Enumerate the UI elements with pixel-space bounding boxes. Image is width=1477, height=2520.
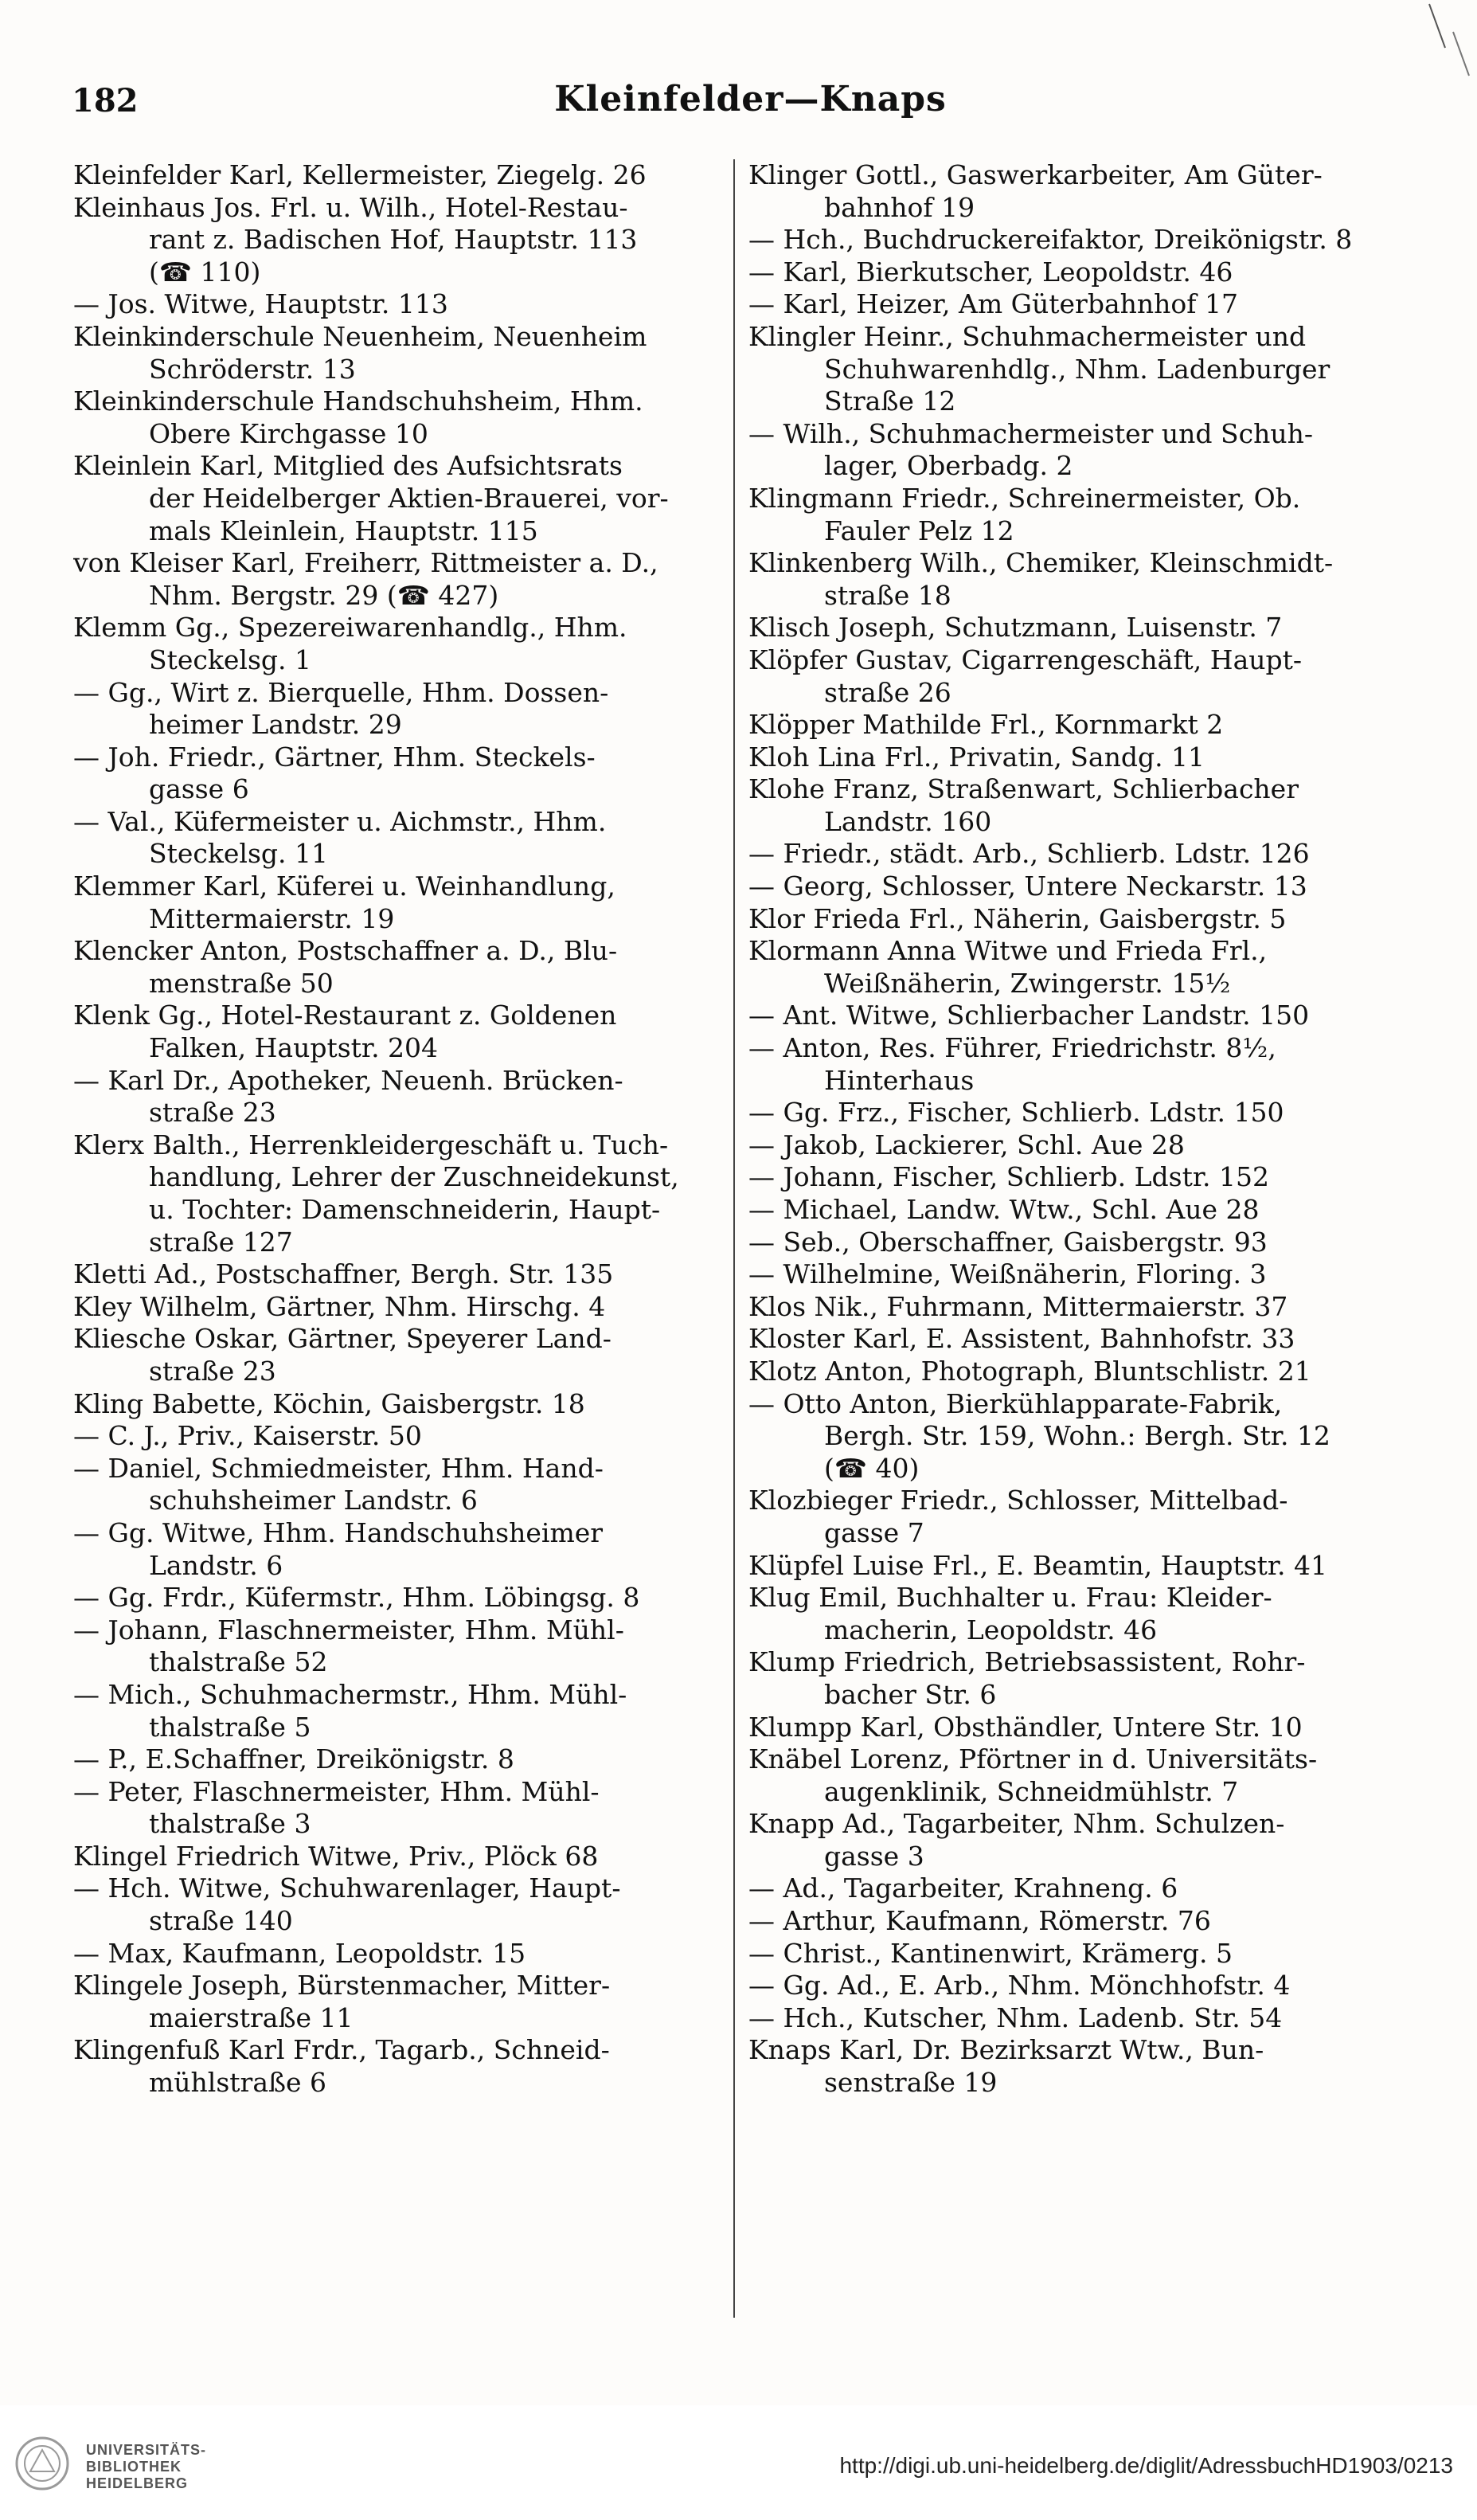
- directory-entry-line: — Hch. Witwe, Schuhwarenlager, Haupt-: [73, 1872, 621, 1904]
- directory-entry-line: augenklinik, Schneidmühlstr. 7: [824, 1775, 1239, 1807]
- directory-entry-line: — Joh. Friedr., Gärtner, Hhm. Steckels-: [73, 741, 596, 773]
- right-column: [748, 159, 1417, 2099]
- directory-entry-line: Klos Nik., Fuhrmann, Mittermaierstr. 37: [748, 1290, 1288, 1322]
- directory-entry-line: Klingel Friedrich Witwe, Priv., Plöck 68: [73, 1840, 599, 1872]
- directory-entry-line: mühlstraße 6: [149, 2067, 327, 2099]
- directory-entry-line: heimer Landstr. 29: [149, 709, 402, 741]
- directory-entry-line: Falken, Hauptstr. 204: [149, 1032, 439, 1064]
- page-header: [72, 76, 1429, 131]
- directory-entry-line: (☎ 40): [824, 1452, 920, 1484]
- directory-entry-line: Klingler Heinr., Schuhmachermeister und: [748, 320, 1307, 352]
- directory-entry-line: Kley Wilhelm, Gärtner, Nhm. Hirschg. 4: [73, 1290, 606, 1322]
- directory-entry-line: Klug Emil, Buchhalter u. Frau: Kleider-: [748, 1582, 1272, 1614]
- directory-entry-line: Klemm Gg., Spezereiwarenhandlg., Hhm.: [73, 612, 627, 644]
- directory-entry-line: menstraße 50: [149, 967, 334, 999]
- university-library-seal-icon: [14, 2436, 70, 2491]
- directory-entry-line: Straße 12: [824, 385, 956, 417]
- directory-entry-line: gasse 3: [824, 1840, 924, 1872]
- directory-entry-line: straße 140: [149, 1905, 293, 1937]
- directory-entry-line: der Heidelberger Aktien-Brauerei, vor-: [149, 482, 669, 514]
- directory-entry-line: straße 127: [149, 1226, 293, 1258]
- directory-entry-line: Klerx Balth., Herrenkleidergeschäft u. Tuch-: [73, 1129, 669, 1160]
- directory-entry-line: Weißnäherin, Zwingerstr. 15½: [824, 967, 1231, 999]
- directory-entry-line: (☎ 110): [149, 256, 261, 288]
- directory-entry-line: — Gg. Witwe, Hhm. Handschuhsheimer: [73, 1516, 604, 1548]
- directory-entry-line: — Hch., Kutscher, Nhm. Ladenb. Str. 54: [748, 2002, 1283, 2033]
- directory-entry-line: bahnhof 19: [824, 191, 975, 223]
- directory-entry-line: Kleinfelder Karl, Kellermeister, Ziegelg. 26: [73, 159, 647, 190]
- directory-entry-line: von Kleiser Karl, Freiherr, Rittmeister a. D.,: [73, 547, 658, 579]
- directory-entry-line: Klor Frieda Frl., Näherin, Gaisbergstr. 5: [748, 902, 1287, 934]
- directory-entry-line: gasse 6: [149, 773, 249, 805]
- directory-entry-line: Klormann Anna Witwe und Frieda Frl.,: [748, 935, 1268, 967]
- directory-entry-line: — Val., Küfermeister u. Aichmstr., Hhm.: [73, 805, 607, 837]
- directory-entry-line: Knaps Karl, Dr. Bezirksarzt Wtw., Bun-: [748, 2034, 1264, 2066]
- running-head: Kleinfelder—Knaps: [554, 79, 947, 119]
- directory-entry-line: — Peter, Flaschnermeister, Hhm. Mühl-: [73, 1775, 600, 1807]
- directory-entry-line: Klohe Franz, Straßenwart, Schlierbacher: [748, 773, 1299, 805]
- directory-entry-line: — Karl, Heizer, Am Güterbahnhof 17: [748, 288, 1238, 320]
- directory-entry-line: Obere Kirchgasse 10: [149, 417, 428, 449]
- directory-entry-line: — Arthur, Kaufmann, Römerstr. 76: [748, 1905, 1211, 1937]
- directory-entry-line: Hinterhaus: [824, 1064, 975, 1096]
- source-url-link[interactable]: http://digi.ub.uni-heidelberg.de/diglit/AdressbuchHD1903/0213: [839, 2453, 1453, 2478]
- directory-entry-line: thalstraße 5: [149, 1711, 311, 1743]
- directory-entry-line: — Georg, Schlosser, Untere Neckarstr. 13: [748, 871, 1307, 902]
- directory-entry-line: — Daniel, Schmiedmeister, Hhm. Hand-: [73, 1452, 604, 1484]
- directory-entry-line: — Gg., Wirt z. Bierquelle, Hhm. Dossen-: [73, 676, 609, 708]
- directory-entry-line: — C. J., Priv., Kaiserstr. 50: [73, 1420, 422, 1452]
- directory-entry-line: Klinkenberg Wilh., Chemiker, Kleinschmidt-: [748, 547, 1334, 579]
- directory-entry-line: — Jakob, Lackierer, Schl. Aue 28: [748, 1129, 1185, 1160]
- directory-entry-line: — Johann, Fischer, Schlierb. Ldstr. 152: [748, 1161, 1269, 1193]
- directory-entry-line: gasse 7: [824, 1516, 924, 1548]
- directory-entry-line: — Max, Kaufmann, Leopoldstr. 15: [73, 1937, 526, 1969]
- directory-entry-line: Bergh. Str. 159, Wohn.: Bergh. Str. 12: [824, 1420, 1330, 1452]
- directory-entry-line: — Friedr., städt. Arb., Schlierb. Ldstr. 126: [748, 838, 1310, 870]
- directory-entry-line: bacher Str. 6: [824, 1678, 997, 1710]
- directory-entry-line: Klemmer Karl, Küferei u. Weinhandlung,: [73, 871, 615, 902]
- directory-entry-line: schuhsheimer Landstr. 6: [149, 1485, 478, 1516]
- directory-entry-line: Klinger Gottl., Gaswerkarbeiter, Am Güter-: [748, 159, 1323, 190]
- directory-entry-line: Kling Babette, Köchin, Gaisbergstr. 18: [73, 1387, 585, 1419]
- directory-entry-line: Kleinlein Karl, Mitglied des Aufsichtsrats: [73, 450, 623, 482]
- directory-entry-line: Kleinkinderschule Handschuhsheim, Hhm.: [73, 385, 643, 417]
- directory-entry-line: — Jos. Witwe, Hauptstr. 113: [73, 288, 448, 320]
- directory-entry-line: — Gg. Frz., Fischer, Schlierb. Ldstr. 150: [748, 1097, 1284, 1129]
- directory-entry-line: — Michael, Landw. Wtw., Schl. Aue 28: [748, 1194, 1260, 1225]
- left-column: [73, 159, 734, 2099]
- directory-entry-line: — Gg. Ad., E. Arb., Nhm. Mönchhofstr. 4: [748, 1970, 1291, 2002]
- directory-entry-line: Klüpfel Luise Frl., E. Beamtin, Hauptstr. 41: [748, 1549, 1328, 1581]
- directory-entry-line: — P., E.Schaffner, Dreikönigstr. 8: [73, 1743, 514, 1775]
- directory-entry-line: — Anton, Res. Führer, Friedrichstr. 8½,: [748, 1032, 1276, 1064]
- library-name: [86, 2442, 206, 2492]
- directory-entry-line: lager, Oberbadg. 2: [824, 450, 1073, 482]
- directory-entry-line: Klöpfer Gustav, Cigarrengeschäft, Haupt-: [748, 644, 1303, 675]
- directory-entry-line: Kletti Ad., Postschaffner, Bergh. Str. 135: [73, 1258, 614, 1290]
- directory-entry-line: Fauler Pelz 12: [824, 515, 1014, 546]
- directory-entry-line: — Wilh., Schuhmachermeister und Schuh-: [748, 417, 1314, 449]
- directory-entry-line: Schuhwarenhdlg., Nhm. Ladenburger: [824, 353, 1330, 385]
- directory-entry-line: — Wilhelmine, Weißnäherin, Floring. 3: [748, 1258, 1267, 1290]
- directory-entry-line: Klump Friedrich, Betriebsassistent, Rohr-: [748, 1646, 1306, 1678]
- directory-entry-line: Klumpp Karl, Obsthändler, Untere Str. 10: [748, 1711, 1303, 1743]
- directory-entry-line: Nhm. Bergstr. 29 (☎ 427): [149, 579, 499, 611]
- page-number: 182: [72, 82, 139, 119]
- directory-entry-line: handlung, Lehrer der Zuschneidekunst,: [149, 1161, 679, 1193]
- directory-entry-line: Klisch Joseph, Schutzmann, Luisenstr. 7: [748, 612, 1283, 644]
- directory-entry-line: — Ad., Tagarbeiter, Krahneng. 6: [748, 1872, 1178, 1904]
- directory-entry-line: — Ant. Witwe, Schlierbacher Landstr. 150: [748, 1000, 1310, 1031]
- directory-entry-line: — Otto Anton, Bierkühlapparate-Fabrik,: [748, 1387, 1283, 1419]
- directory-entry-line: Kleinhaus Jos. Frl. u. Wilh., Hotel-Restau-: [73, 191, 628, 223]
- directory-entry-line: Kleinkinderschule Neuenheim, Neuenheim: [73, 320, 647, 352]
- directory-entry-line: Klotz Anton, Photograph, Bluntschlistr. 21: [748, 1355, 1311, 1387]
- directory-entry-line: Schröderstr. 13: [149, 353, 356, 385]
- directory-entry-line: Steckelsg. 1: [149, 644, 311, 675]
- directory-entry-line: Klozbieger Friedr., Schlosser, Mittelbad-: [748, 1485, 1288, 1516]
- directory-entry-line: macherin, Leopoldstr. 46: [824, 1614, 1158, 1645]
- directory-entry-line: Klencker Anton, Postschaffner a. D., Blu-: [73, 935, 618, 967]
- digitization-footer: [0, 2405, 1477, 2520]
- directory-entry-line: mals Kleinlein, Hauptstr. 115: [149, 515, 538, 546]
- directory-entry-line: Mittermaierstr. 19: [149, 902, 395, 934]
- page-corner-mark-icon: [1413, 0, 1477, 88]
- library-name-line: HEIDELBERG: [86, 2475, 189, 2491]
- directory-entry-line: thalstraße 3: [149, 1808, 311, 1840]
- column-divider: [733, 159, 735, 2318]
- directory-entry-line: senstraße 19: [824, 2067, 998, 2099]
- library-name-line: UNIVERSITÄTS-: [86, 2442, 207, 2458]
- directory-entry-line: Klingenfuß Karl Frdr., Tagarb., Schneid-: [73, 2034, 610, 2066]
- directory-entry-line: Steckelsg. 11: [149, 838, 328, 870]
- directory-entry-line: Kloster Karl, E. Assistent, Bahnhofstr. 33: [748, 1323, 1295, 1355]
- directory-entry-line: Klingmann Friedr., Schreinermeister, Ob.: [748, 482, 1301, 514]
- directory-entry-line: Knapp Ad., Tagarbeiter, Nhm. Schulzen-: [748, 1808, 1285, 1840]
- directory-entry-line: straße 18: [824, 579, 951, 611]
- directory-entry-line: Knäbel Lorenz, Pförtner in d. Universitäts-: [748, 1743, 1318, 1775]
- directory-entry-line: straße 23: [149, 1355, 276, 1387]
- directory-entry-line: — Christ., Kantinenwirt, Krämerg. 5: [748, 1937, 1233, 1969]
- library-name-line: BIBLIOTHEK: [86, 2459, 182, 2475]
- directory-entry-line: — Johann, Flaschnermeister, Hhm. Mühl-: [73, 1614, 624, 1645]
- directory-entry-line: thalstraße 52: [149, 1646, 328, 1678]
- directory-entry-line: Klöpper Mathilde Frl., Kornmarkt 2: [748, 709, 1224, 741]
- directory-entry-line: Kliesche Oskar, Gärtner, Speyerer Land-: [73, 1323, 612, 1355]
- directory-entry-line: — Karl Dr., Apotheker, Neuenh. Brücken-: [73, 1064, 623, 1096]
- directory-entry-line: Klingele Joseph, Bürstenmacher, Mitter-: [73, 1970, 611, 2002]
- directory-entry-line: Landstr. 6: [149, 1549, 283, 1581]
- directory-entry-line: — Seb., Oberschaffner, Gaisbergstr. 93: [748, 1226, 1268, 1258]
- directory-entry-line: Landstr. 160: [824, 805, 992, 837]
- directory-entry-line: Kloh Lina Frl., Privatin, Sandg. 11: [748, 741, 1205, 773]
- directory-entry-line: Klenk Gg., Hotel-Restaurant z. Goldenen: [73, 1000, 617, 1031]
- directory-entry-line: straße 23: [149, 1097, 276, 1129]
- directory-entry-line: rant z. Badischen Hof, Hauptstr. 113: [149, 224, 638, 256]
- directory-entry-line: — Gg. Frdr., Küfermstr., Hhm. Löbingsg. 8: [73, 1582, 640, 1614]
- directory-entry-line: — Mich., Schuhmachermstr., Hhm. Mühl-: [73, 1678, 627, 1710]
- directory-entry-line: maierstraße 11: [149, 2002, 354, 2033]
- directory-entry-line: — Hch., Buchdruckereifaktor, Dreikönigstr. 8: [748, 224, 1353, 256]
- directory-entry-line: straße 26: [824, 676, 951, 708]
- directory-entry-line: u. Tochter: Damenschneiderin, Haupt-: [149, 1194, 661, 1225]
- directory-entry-line: — Karl, Bierkutscher, Leopoldstr. 46: [748, 256, 1233, 288]
